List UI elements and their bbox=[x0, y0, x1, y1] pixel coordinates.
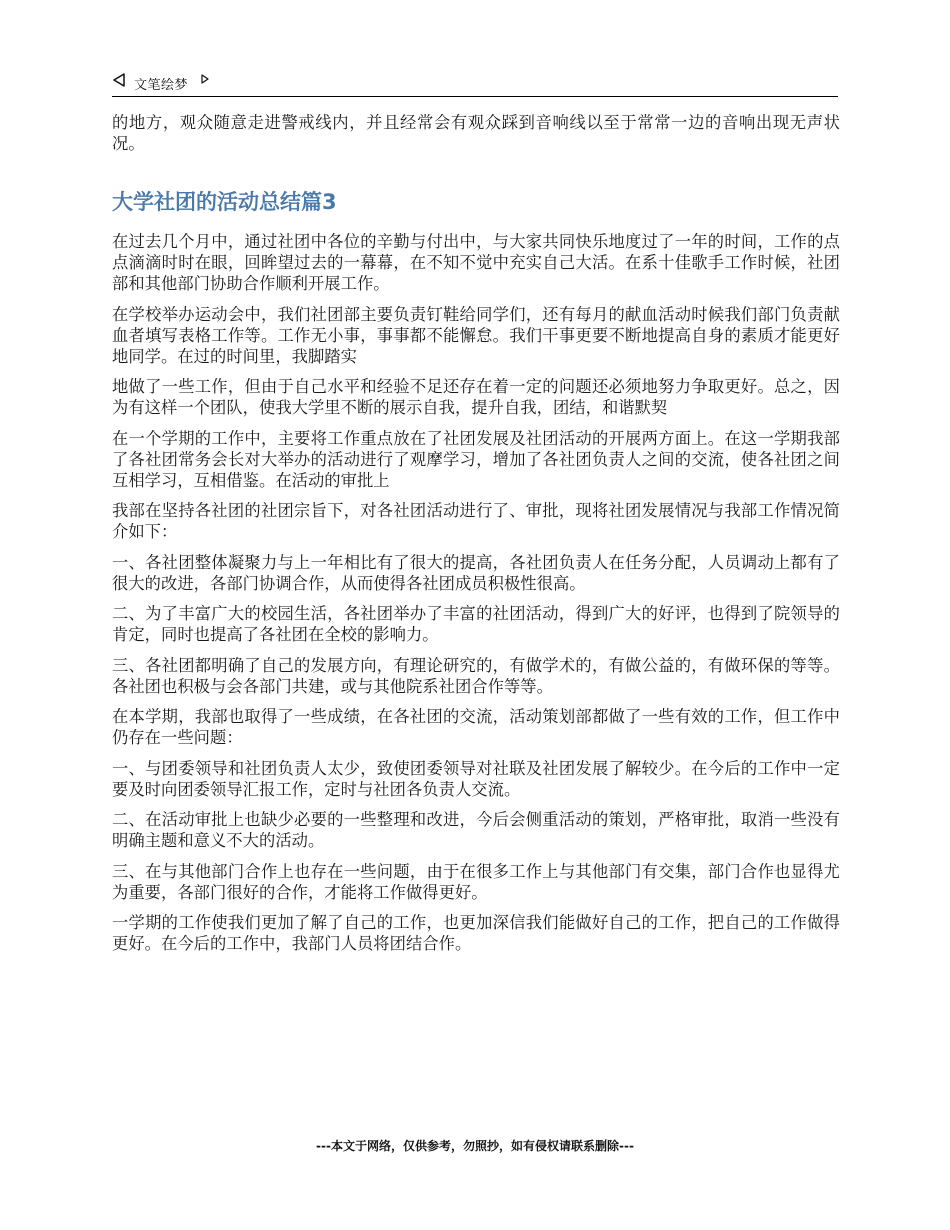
document-body bbox=[112, 112, 840, 964]
page-header bbox=[112, 70, 838, 97]
paragraph: 在本学期，我部也取得了一些成绩，在各社团的交流，活动策划部都做了一些有效的工作，但工作中仍存在一些问题： bbox=[112, 707, 840, 747]
intro-paragraph: 的地方，观众随意走进警戒线内，并且经常会有观众踩到音响线以至于常常一边的音响出现无声状况。 bbox=[112, 113, 840, 153]
triangle-right-icon bbox=[200, 73, 210, 88]
paragraph: 地做了一些工作，但由于自己水平和经验不足还存在着一定的问题还必须地努力争取更好。总之，因为有这样一个团队，使我大学里不断的展示自我，提升自我，团结，和谐默契 bbox=[112, 377, 840, 417]
paragraph: 三、在与其他部门合作上也存在一些问题，由于在很多工作上与其他部门有交集，部门合作也显得尤为重要，各部门很好的合作，才能将工作做得更好。 bbox=[112, 861, 840, 902]
footer-disclaimer: ---本文于网络，仅供参考，勿照抄，如有侵权请联系删除--- bbox=[316, 1139, 634, 1153]
paragraph: 我部在坚持各社团的社团宗旨下，对各社团活动进行了、审批，现将社团发展情况与我部工作情况简介如下： bbox=[112, 501, 840, 541]
paragraph: 二、为了丰富广大的校园生活，各社团举办了丰富的社团活动，得到广大的好评，也得到了院领导的肯定，同时也提高了各社团在全校的影响力。 bbox=[112, 604, 840, 644]
section-title: 大学社团的活动总结篇3 bbox=[112, 190, 337, 214]
paragraph: 一学期的工作使我们更加了解了自己的工作，也更加深信我们能做好自己的工作，把自己的工作做得更好。在今后的工作中，我部门人员将团结合作。 bbox=[112, 913, 840, 953]
triangle-left-icon bbox=[112, 73, 126, 91]
paragraph: 在一个学期的工作中，主要将工作重点放在了社团发展及社团活动的开展两方面上。在这一学期我部了各社团常务会长对大举办的活动进行了观摩学习，增加了各社团负责人之间的交流，使各社团之间互相学习，互相借鉴。在活动的审批上 bbox=[112, 428, 840, 490]
paragraph: 一、与团委领导和社团负责人太少，致使团委领导对社联及社团发展了解较少。在今后的工作中一定要及时向团委领导汇报工作，定时与社团各负责人交流。 bbox=[112, 758, 840, 799]
paragraph: 一、各社团整体凝聚力与上一年相比有了很大的提高，各社团负责人在任务分配，人员调动上都有了很大的改进，各部门协调合作，从而使得各社团成员积极性很高。 bbox=[112, 552, 840, 593]
paragraph: 三、各社团都明确了自己的发展方向，有理论研究的，有做学术的，有做公益的，有做环保的等等。各社团也积极与会各部门共建，或与其他院系社团合作等等。 bbox=[112, 655, 840, 696]
paragraph: 在过去几个月中，通过社团中各位的辛勤与付出中，与大家共同快乐地度过了一年的时间，工作的点点滴滴时时在眼，回眸望过去的一幕幕，在不知不觉中充实自己大活。在系十佳歌手工作时候，社团部和其他部门协助合作顺利开展工作。 bbox=[112, 232, 840, 293]
paragraph: 二、在活动审批上也缺少必要的一些整理和改进，今后会侧重活动的策划，严格审批，取消一些没有明确主题和意义不大的活动。 bbox=[112, 810, 840, 850]
brand-name: 文笔绘梦 bbox=[134, 78, 189, 93]
paragraph: 在学校举办运动会中，我们社团部主要负责钉鞋给同学们，还有每月的献血活动时候我们部门负责献血者填写表格工作等。工作无小事，事事都不能懈怠。我们干事更要不断地提高自身的素质才能更好地同学。在过的时间里，我脚踏实 bbox=[112, 304, 840, 366]
